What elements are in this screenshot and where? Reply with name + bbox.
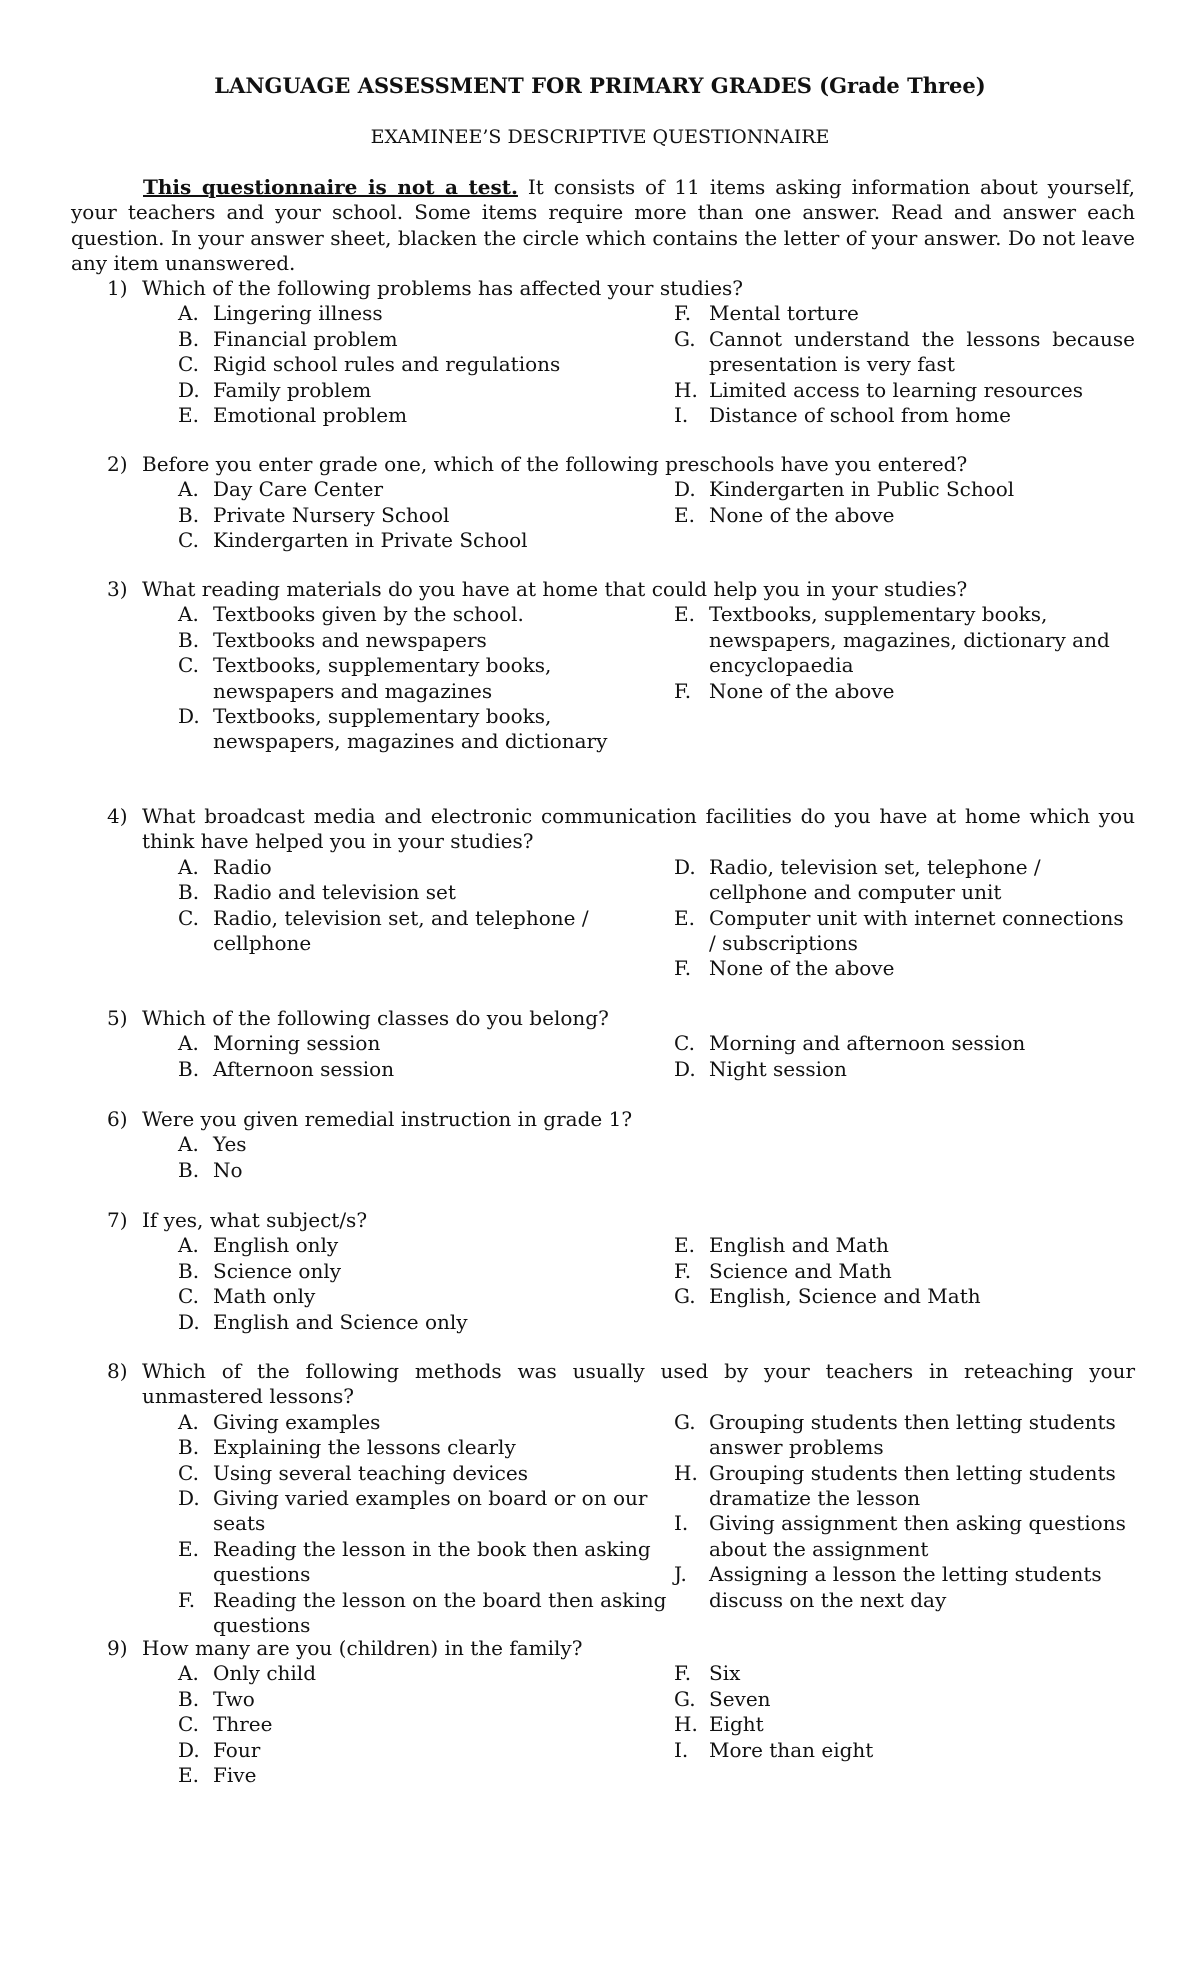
question-text: What broadcast media and electronic communication facilities do you have at home which you think have helped you in your studies? [142, 804, 1135, 854]
answer-option [178, 528, 674, 553]
option-letter: D. [674, 1056, 696, 1081]
answer-option [178, 628, 674, 653]
answer-option [178, 906, 674, 957]
option-text: Radio, television set, and telephone / cellphone [213, 905, 589, 956]
option-letter: B. [178, 627, 200, 652]
option-letter: D. [178, 1737, 200, 1762]
option-text: Textbooks and newspapers [213, 627, 487, 652]
option-letter: F. [674, 1258, 692, 1283]
answer-option [178, 1031, 674, 1056]
answer-option [674, 1031, 1135, 1056]
question-text: Which of the following methods was usually used by your teachers in reteaching your unmastered lessons? [142, 1359, 1135, 1409]
option-letter: C. [178, 653, 199, 678]
option-letter: D. [674, 854, 696, 879]
option-text: None of the above [709, 678, 895, 703]
question-header [71, 1208, 1135, 1233]
option-text: Four [213, 1737, 261, 1762]
answer-option [178, 1132, 674, 1157]
question-number: 5) [107, 1006, 128, 1030]
option-text: English and Science only [213, 1309, 468, 1334]
option-text: Grouping students then letting students answer problems [709, 1409, 1116, 1460]
option-text: More than eight [709, 1737, 874, 1762]
answer-options [71, 1031, 1135, 1082]
options-left-column [71, 1233, 674, 1335]
option-letter: C. [178, 352, 199, 377]
option-letter: A. [178, 602, 199, 627]
option-letter: D. [674, 477, 696, 502]
option-letter: E. [674, 602, 695, 627]
option-letter: D. [178, 1486, 200, 1511]
question-header [71, 1006, 1135, 1031]
answer-option [178, 602, 674, 627]
answer-option [674, 602, 1135, 678]
options-right-column [674, 301, 1135, 428]
option-text: None of the above [709, 956, 895, 981]
question-number: 1) [107, 276, 128, 300]
option-text: Mental torture [709, 301, 859, 326]
options-right-column [674, 1031, 1135, 1082]
question-1 [71, 276, 1135, 428]
option-text: Radio and television set [213, 880, 456, 905]
question-3 [71, 577, 1135, 755]
option-text: English, Science and Math [709, 1284, 981, 1309]
question-8 [71, 1359, 1135, 1638]
answer-option [178, 352, 674, 377]
option-text: Grouping students then letting students dramatize the lesson [709, 1460, 1116, 1511]
options-right-column [674, 1233, 1135, 1335]
option-text: Private Nursery School [213, 502, 450, 527]
option-text: Science and Math [709, 1258, 892, 1283]
option-text: Emotional problem [213, 403, 408, 428]
option-letter: G. [674, 1409, 696, 1434]
option-letter: A. [178, 477, 199, 502]
options-left-column [71, 1132, 674, 1183]
answer-options [71, 855, 1135, 982]
answer-option [178, 403, 674, 428]
option-text: Assigning a lesson the letting students discuss on the next day [709, 1562, 1102, 1612]
option-letter: B. [178, 1686, 200, 1711]
option-letter: F. [674, 301, 692, 326]
option-letter: F. [674, 956, 692, 981]
option-letter: I. [674, 1511, 689, 1536]
option-text: Limited access to learning resources [709, 377, 1084, 402]
answer-option [178, 1057, 674, 1082]
option-text: Family problem [213, 377, 372, 402]
option-letter: C. [178, 905, 199, 930]
option-text: Only child [213, 1661, 317, 1686]
option-letter: E. [674, 502, 695, 527]
option-text: Textbooks, supplementary books, newspapers, magazines, dictionary and encyclopaedia [709, 602, 1110, 678]
answer-option [674, 1057, 1135, 1082]
option-text: Kindergarten in Private School [213, 528, 528, 553]
option-text: Computer unit with internet connections / subscriptions [709, 905, 1124, 956]
question-2 [71, 452, 1135, 554]
option-letter: E. [674, 1233, 695, 1258]
option-letter: A. [178, 1661, 199, 1686]
option-letter: F. [674, 678, 692, 703]
question-header [71, 452, 1135, 477]
option-text: Explaining the lessons clearly [213, 1435, 516, 1460]
option-letter: C. [178, 1284, 199, 1309]
option-letter: A. [178, 301, 199, 326]
question-number: 4) [107, 804, 128, 828]
option-letter: A. [178, 854, 199, 879]
option-text: Cannot understand the lessons because presentation is very fast [709, 326, 1135, 377]
answer-option [178, 1738, 674, 1763]
option-letter: C. [178, 528, 199, 553]
answer-option [178, 653, 674, 704]
options-left-column [71, 301, 674, 428]
answer-option [674, 1661, 1135, 1686]
option-letter: B. [178, 502, 200, 527]
options-left-column [71, 1410, 674, 1639]
option-letter: E. [178, 1536, 199, 1561]
question-6 [71, 1107, 1135, 1183]
options-right-column [674, 1661, 1135, 1788]
option-letter: B. [178, 1056, 200, 1081]
option-text: Textbooks given by the school. [213, 602, 524, 627]
answer-option [674, 1259, 1135, 1284]
option-text: Kindergarten in Public School [709, 477, 1015, 502]
options-right-column [674, 1132, 1135, 1183]
question-5 [71, 1006, 1135, 1082]
option-letter: A. [178, 1132, 199, 1157]
option-letter: H. [674, 377, 698, 402]
option-text: Textbooks, supplementary books, newspapers, magazines and dictionary [213, 704, 608, 754]
answer-options [71, 1132, 1135, 1183]
answer-option [178, 1661, 674, 1686]
answer-option [674, 956, 1135, 981]
option-text: Five [213, 1763, 257, 1788]
answer-option [178, 880, 674, 905]
answer-option [178, 378, 674, 403]
options-left-column [71, 1661, 674, 1788]
question-4 [71, 804, 1135, 982]
answer-options [71, 602, 1135, 754]
answer-option [674, 378, 1135, 403]
answer-options [71, 1233, 1135, 1335]
option-letter: J. [674, 1562, 687, 1587]
answer-option [674, 477, 1135, 502]
option-letter: I. [674, 1737, 689, 1762]
question-text: What reading materials do you have at home that could help you in your studies? [142, 577, 968, 601]
option-letter: C. [674, 1031, 695, 1056]
options-left-column [71, 855, 674, 982]
question-number: 7) [107, 1208, 128, 1232]
option-text: Day Care Center [213, 477, 384, 502]
question-number: 9) [107, 1636, 128, 1660]
option-letter: I. [674, 403, 689, 428]
option-letter: C. [178, 1712, 199, 1737]
option-letter: G. [674, 326, 696, 351]
option-text: None of the above [709, 502, 895, 527]
option-letter: B. [178, 1435, 200, 1460]
question-number: 6) [107, 1107, 128, 1131]
option-letter: A. [178, 1031, 199, 1056]
option-letter: B. [178, 326, 200, 351]
option-letter: H. [674, 1712, 698, 1737]
answer-option [674, 1738, 1135, 1763]
answer-option [178, 1233, 674, 1258]
option-letter: B. [178, 1258, 200, 1283]
option-text: Rigid school rules and regulations [213, 352, 561, 377]
option-letter: D. [178, 377, 200, 402]
option-letter: E. [674, 905, 695, 930]
answer-option [178, 1687, 674, 1712]
option-text: Afternoon session [213, 1056, 395, 1081]
answer-option [178, 1410, 674, 1435]
option-text: Giving varied examples on board or on our seats [213, 1486, 648, 1536]
option-text: Distance of school from home [709, 403, 1011, 428]
question-header [71, 577, 1135, 602]
answer-option [178, 327, 674, 352]
option-text: Morning session [213, 1031, 381, 1056]
answer-option [178, 503, 674, 528]
answer-option [178, 1461, 674, 1486]
option-letter: H. [674, 1460, 698, 1485]
option-letter: D. [178, 1309, 200, 1334]
option-text: Two [213, 1686, 255, 1711]
option-text: Reading the lesson on the board then asking questions [213, 1587, 667, 1638]
answer-option [674, 1511, 1135, 1562]
option-text: Three [213, 1712, 273, 1737]
option-text: Reading the lesson in the book then asking questions [213, 1536, 651, 1587]
option-letter: F. [178, 1587, 196, 1612]
option-letter: A. [178, 1409, 199, 1434]
option-text: No [213, 1157, 243, 1182]
option-text: Six [709, 1661, 741, 1686]
option-letter: B. [178, 880, 200, 905]
option-text: Using several teaching devices [213, 1460, 528, 1485]
question-text: How many are you (children) in the family? [142, 1636, 583, 1660]
intro-lead: This questionnaire is not a test. [143, 175, 518, 199]
options-right-column [674, 602, 1135, 754]
option-text: Textbooks, supplementary books, newspapers and magazines [213, 653, 552, 703]
option-text: Morning and afternoon session [709, 1031, 1026, 1056]
answer-option [674, 1284, 1135, 1309]
intro-paragraph [71, 175, 1135, 277]
option-text: Giving examples [213, 1409, 381, 1434]
question-header [71, 1636, 1135, 1661]
question-header [71, 276, 1135, 301]
answer-option [674, 906, 1135, 957]
option-text: Radio [213, 854, 272, 879]
answer-option [674, 503, 1135, 528]
question-header [71, 1107, 1135, 1132]
question-header [71, 1359, 1135, 1410]
question-text: Which of the following classes do you belong? [142, 1006, 609, 1030]
answer-option [178, 1259, 674, 1284]
option-letter: E. [178, 1763, 199, 1788]
question-number: 2) [107, 452, 128, 476]
options-left-column [71, 477, 674, 553]
option-letter: F. [674, 1661, 692, 1686]
answer-option [674, 301, 1135, 326]
answer-option [178, 1284, 674, 1309]
option-letter: E. [178, 403, 199, 428]
answer-option [674, 1410, 1135, 1461]
option-text: Lingering illness [213, 301, 383, 326]
answer-option [178, 704, 674, 755]
options-right-column [674, 477, 1135, 553]
question-number: 3) [107, 577, 128, 601]
option-letter: C. [178, 1460, 199, 1485]
answer-option [178, 1435, 674, 1460]
option-text: Math only [213, 1284, 316, 1309]
question-number: 8) [107, 1359, 128, 1383]
question-7 [71, 1208, 1135, 1335]
option-text: Yes [213, 1132, 247, 1157]
option-letter: G. [674, 1686, 696, 1711]
answer-options [71, 477, 1135, 553]
question-text: Before you enter grade one, which of the following preschools have you entered? [142, 452, 968, 476]
options-left-column [71, 602, 674, 754]
question-text: Were you given remedial instruction in grade 1? [142, 1107, 633, 1131]
answer-option [178, 301, 674, 326]
page-title: LANGUAGE ASSESSMENT FOR PRIMARY GRADES (Grade Three) [214, 73, 986, 98]
option-letter: B. [178, 1157, 200, 1182]
question-text: If yes, what subject/s? [142, 1208, 368, 1232]
option-text: Science only [213, 1258, 342, 1283]
options-right-column [674, 1410, 1135, 1639]
option-text: Seven [709, 1686, 771, 1711]
answer-option [674, 1687, 1135, 1712]
answer-option [674, 1712, 1135, 1737]
options-right-column [674, 855, 1135, 982]
answer-option [674, 1461, 1135, 1512]
answer-option [674, 403, 1135, 428]
answer-options [71, 1661, 1135, 1788]
answer-option [674, 1233, 1135, 1258]
answer-option [674, 327, 1135, 378]
option-letter: G. [674, 1284, 696, 1309]
answer-option [178, 855, 674, 880]
option-letter: A. [178, 1233, 199, 1258]
option-text: Eight [709, 1712, 764, 1737]
answer-option [178, 477, 674, 502]
intro-body: It consists of 11 items asking information about yourself, your teachers and your school. Some items require more than one answer. Read and answer each question. In your answer sheet, blacken the circle which contains the letter of your answer. Do not leave any item unanswered. [71, 175, 1135, 276]
page-subtitle: EXAMINEE’S DESCRIPTIVE QUESTIONNAIRE [370, 126, 830, 148]
answer-option [178, 1310, 674, 1335]
answer-option [178, 1712, 674, 1737]
answer-option [178, 1158, 674, 1183]
answer-option [674, 855, 1135, 906]
option-text: Night session [709, 1056, 847, 1081]
option-text: English only [213, 1233, 339, 1258]
question-header [71, 804, 1135, 855]
answer-option [178, 1588, 674, 1639]
question-9 [71, 1636, 1135, 1788]
answer-option [178, 1763, 674, 1788]
option-letter: D. [178, 704, 200, 729]
option-text: Giving assignment then asking questions about the assignment [709, 1511, 1126, 1561]
option-text: Radio, television set, telephone / cellphone and computer unit [709, 854, 1041, 905]
option-text: English and Math [709, 1233, 889, 1258]
option-text: Financial problem [213, 326, 398, 351]
answer-option [674, 679, 1135, 704]
options-left-column [71, 1031, 674, 1082]
answer-option [178, 1537, 674, 1588]
question-text: Which of the following problems has affected your studies? [142, 276, 744, 300]
answer-option [178, 1486, 674, 1537]
answer-options [71, 301, 1135, 428]
answer-options [71, 1410, 1135, 1639]
answer-option [674, 1562, 1135, 1613]
